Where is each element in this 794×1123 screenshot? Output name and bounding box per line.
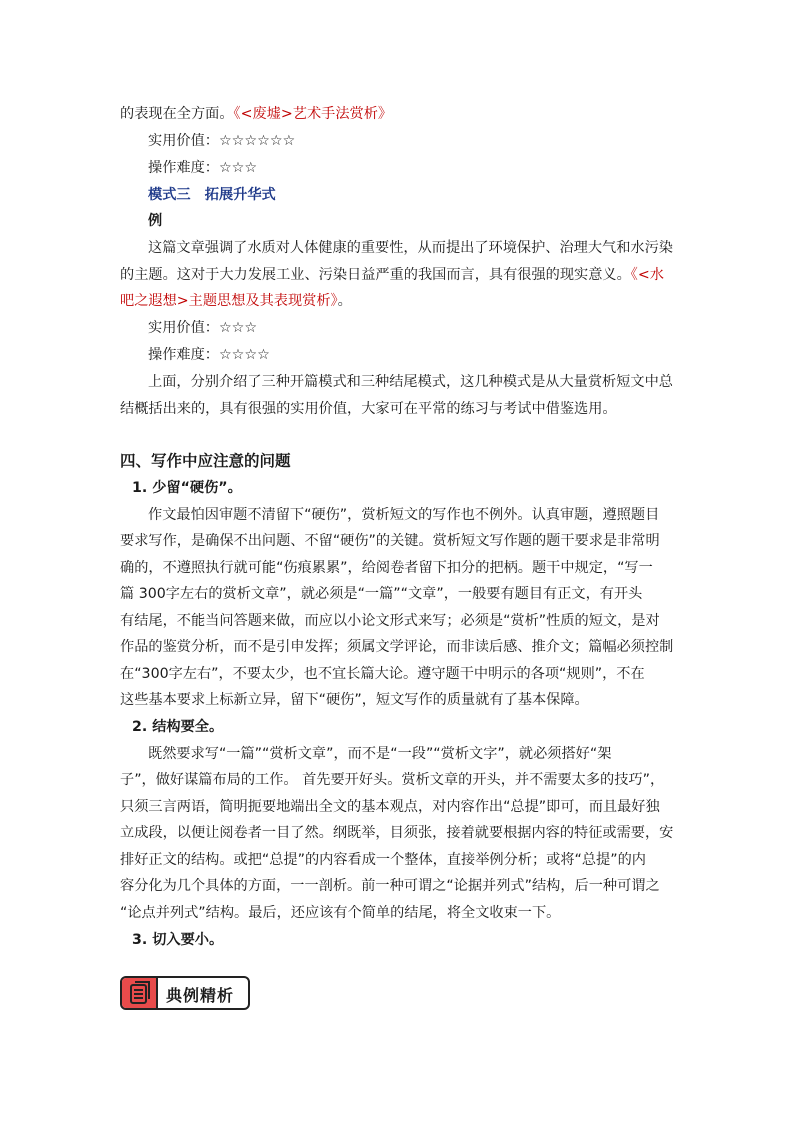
body-text: 的表现在全方面。 xyxy=(120,106,234,122)
paragraph-line xyxy=(120,292,676,310)
body-text: 。 xyxy=(337,293,352,309)
example-label: 例 xyxy=(148,213,163,229)
paragraph-line: 只须三言两语，简明扼要地端出全文的基本观点，对内容作出“总提”即可，而且最好独 xyxy=(120,799,660,815)
article-link[interactable]: 《<废墟>艺术手法赏析》 xyxy=(233,106,393,122)
paragraph-line: 这些基本要求上标新立异，留下“硬伤”，短文写作的质量就有了基本保障。 xyxy=(120,692,589,708)
mode-heading: 模式三 拓展升华式 xyxy=(148,187,276,203)
rating-value-row xyxy=(148,132,704,150)
body-text: 的主题。这对于大力发展工业、污染日益严重的我国而言，具有很强的现实意义。 xyxy=(120,267,631,283)
article-link[interactable]: 吧之遐想>主题思想及其表现赏析》 xyxy=(120,293,338,309)
paragraph-line: 容分化为几个具体的方面，一一剖析。前一种可谓之“论据并列式”结构，后一种可谓之 xyxy=(120,878,660,894)
paragraph-line: 结概括出来的，具有很强的实用价值，大家可在平常的练习与考试中借鉴选用。 xyxy=(120,401,617,417)
rating-label: 操作难度： xyxy=(148,160,219,176)
paragraph-line: 既然要求写“一篇”“赏析文章”，而不是“一段”“赏析文字”，就必须搭好“架 xyxy=(148,746,612,762)
badge-label: 典例精析 xyxy=(166,986,235,1005)
paragraph-line: 子”，做好谋篇布局的工作。 首先要开好头。赏析文章的开头，并不需要太多的技巧”， xyxy=(120,772,665,788)
rating-label: 实用价值： xyxy=(148,133,219,149)
star-rating: ☆☆☆ xyxy=(218,160,258,176)
document-icon xyxy=(122,978,158,1008)
rating-difficulty-row xyxy=(148,346,704,364)
paragraph-line: 作文最怕因审题不清留下“硬伤”，赏析短文的写作也不例外。认真审题，遵照题目 xyxy=(148,507,660,523)
star-rating: ☆☆☆ xyxy=(218,320,258,336)
paragraph-line xyxy=(120,105,676,123)
article-link[interactable]: 《<水 xyxy=(630,267,664,283)
item-heading: 2. 结构要全。 xyxy=(132,719,224,735)
paragraph-line: 要求写作，是确保不出问题、不留“硬伤”的关键。赏析短文写作题的题干要求是非常明 xyxy=(120,533,660,549)
paragraph-line: 作品的鉴赏分析，而不是引申发挥；须属文学评论，而非读后感、推介文；篇幅必须控制 xyxy=(120,639,674,655)
paragraph-line: 确的，不遵照执行就可能“伤痕累累”，给阅卷者留下扣分的把柄。题干中规定，“写一 xyxy=(120,560,653,576)
example-badge xyxy=(120,976,250,1010)
rating-label: 实用价值： xyxy=(148,320,219,336)
star-rating: ☆☆☆☆ xyxy=(218,347,270,363)
paragraph-line: 在“300字左右”，不要太少，也不宜长篇大论。遵守题干中明示的各项“规则”，不在 xyxy=(120,666,645,682)
paragraph-line: 排好正文的结构。或把“总提”的内容看成一个整体，直接举例分析；或将“总提”的内 xyxy=(120,852,646,868)
paragraph-line: 有结尾，不能当问答题来做，而应以小论文形式来写；必须是“赏析”性质的短文，是对 xyxy=(120,613,660,629)
paragraph-line: 上面，分别介绍了三种开篇模式和三种结尾模式，这几种模式是从大量赏析短文中总 xyxy=(148,374,673,390)
star-rating: ☆☆☆☆☆☆ xyxy=(218,133,296,149)
paragraph-line: 立成段，以便让阅卷者一目了然。纲既举，目须张，接着就要根据内容的特征或需要，安 xyxy=(120,825,674,841)
paragraph-line: “论点并列式”结构。最后，还应该有个简单的结尾，将全文收束一下。 xyxy=(120,905,561,921)
paragraph-line: 这篇文章强调了水质对人体健康的重要性，从而提出了环境保护、治理大气和水污染 xyxy=(148,240,673,256)
item-heading: 3. 切入要小。 xyxy=(132,932,224,948)
item-heading: 1. 少留“硬伤”。 xyxy=(132,480,242,496)
rating-difficulty-row xyxy=(148,159,704,177)
paragraph-line: 篇 300字左右的赏析文章”，就必须是“一篇”“文章”，一般要有题目有正文，有开头 xyxy=(120,586,643,602)
rating-value-row xyxy=(148,319,704,337)
rating-label: 操作难度： xyxy=(148,347,219,363)
section-heading: 四、写作中应注意的问题 xyxy=(120,452,291,470)
paragraph-line xyxy=(120,266,676,284)
